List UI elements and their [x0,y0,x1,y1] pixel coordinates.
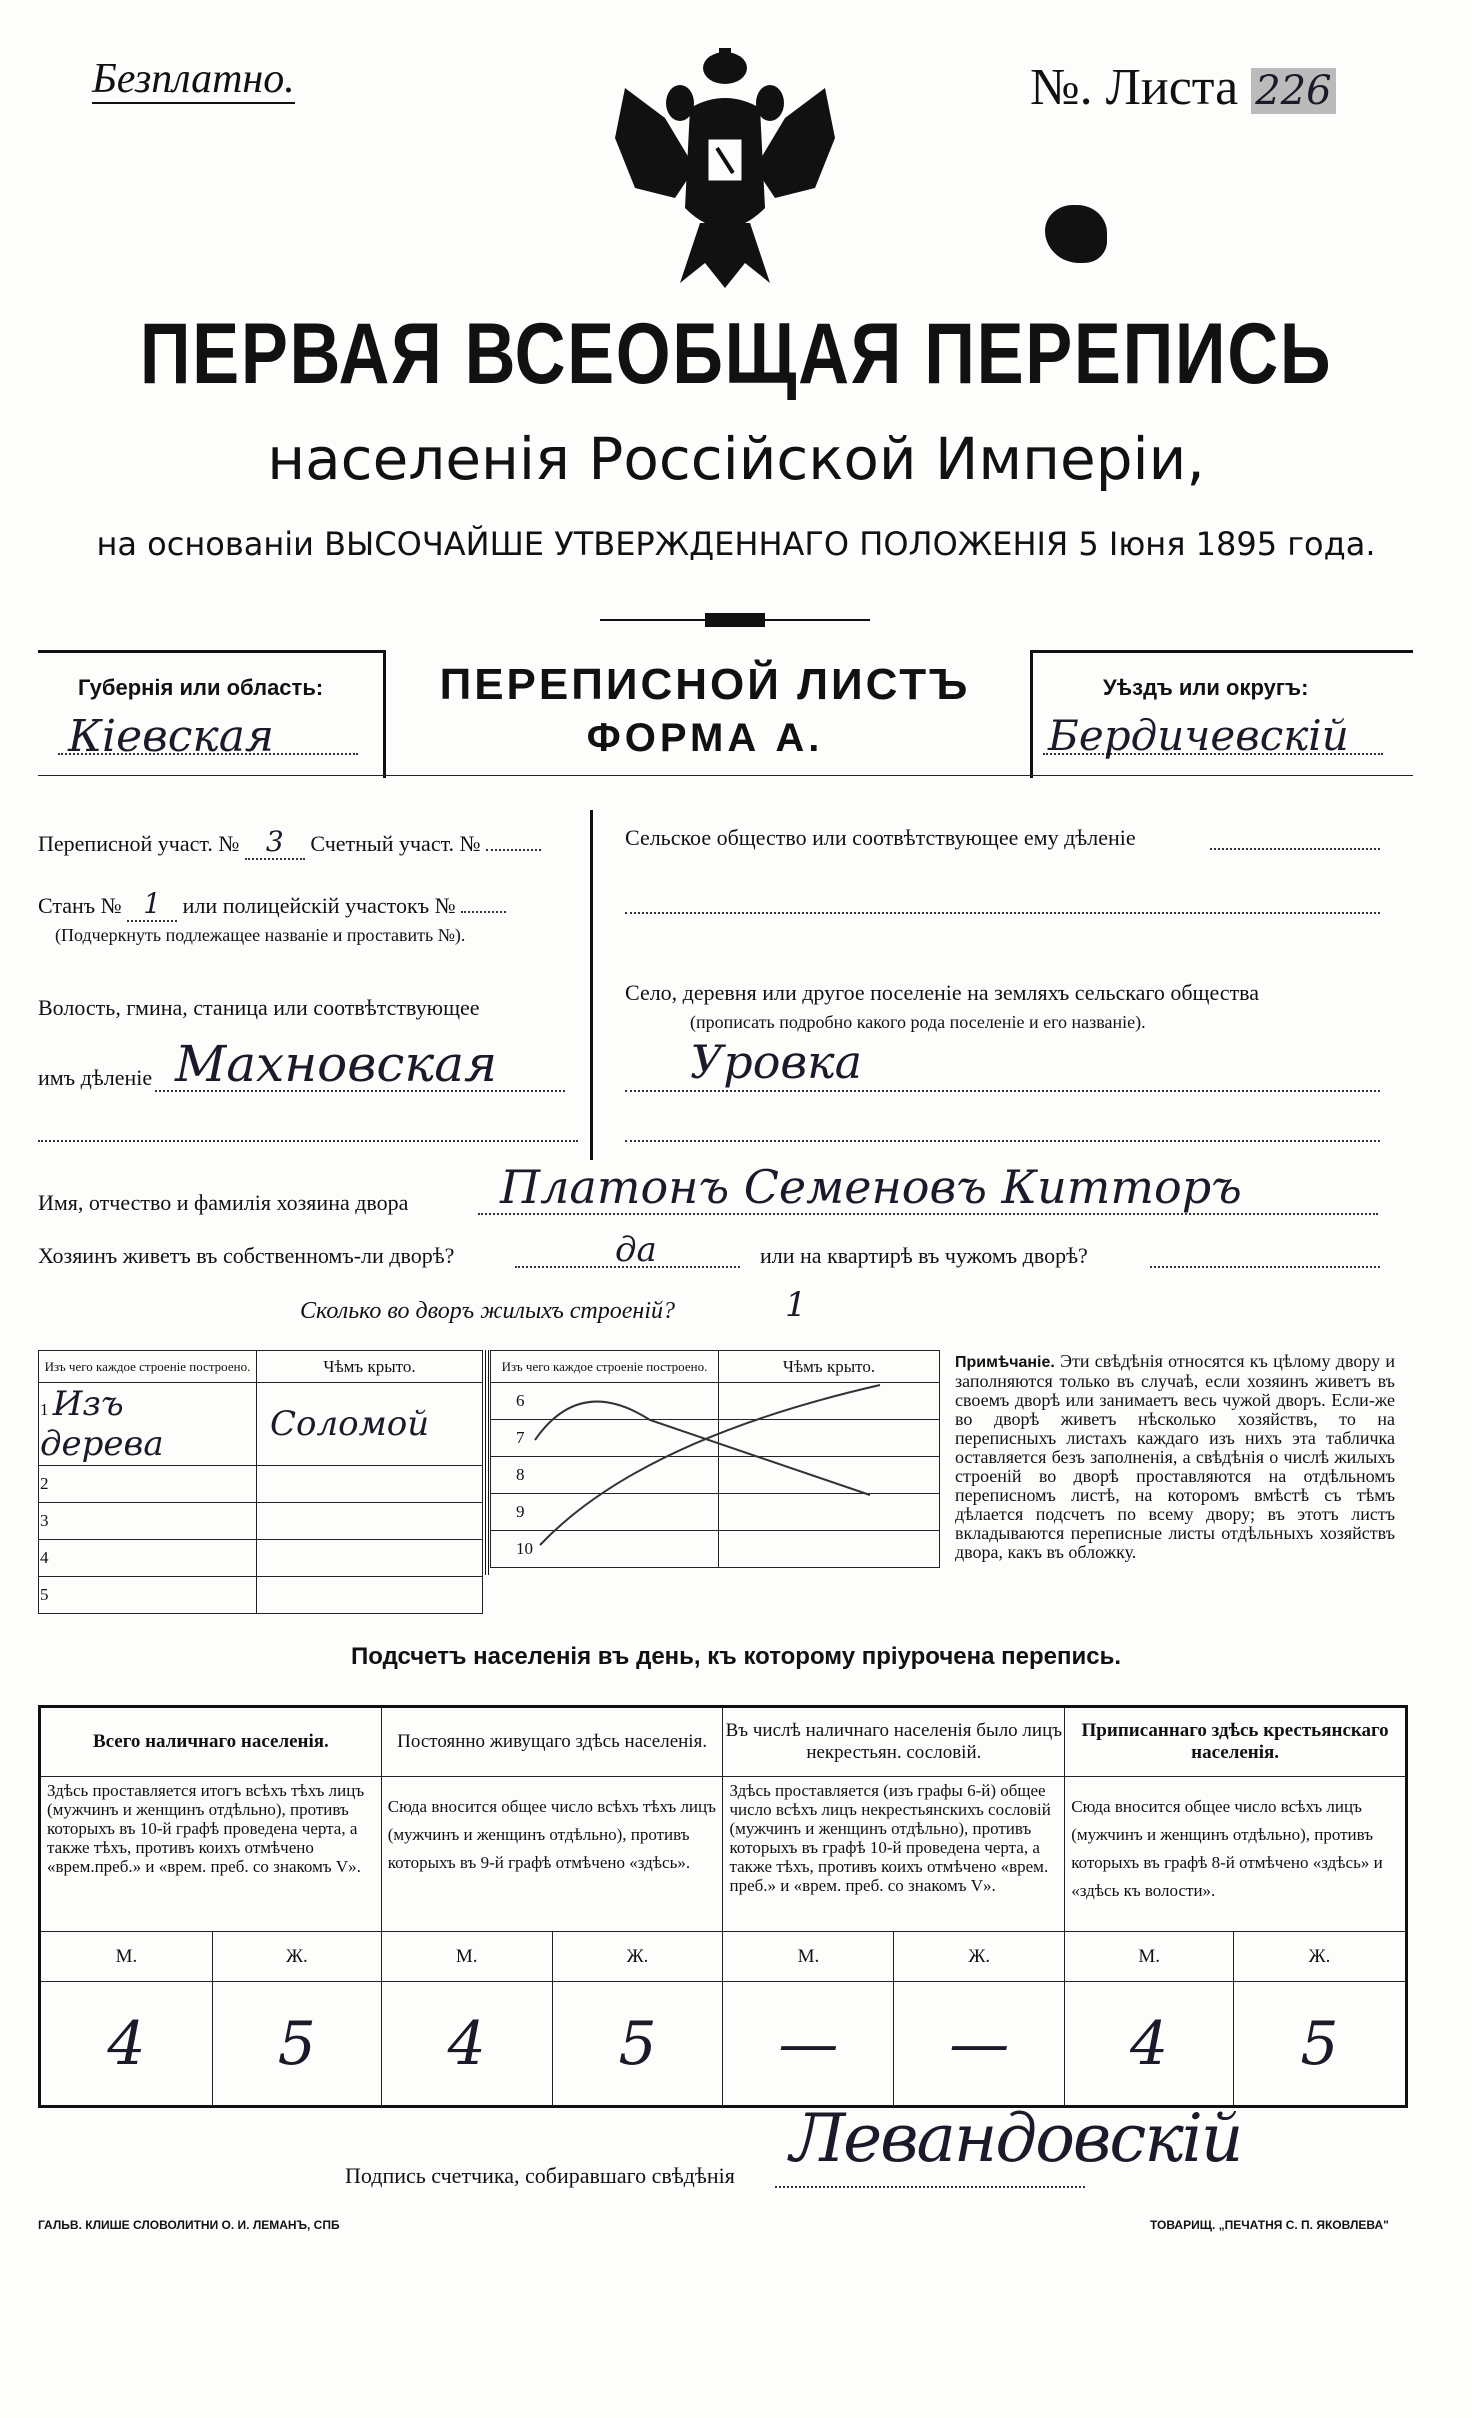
uezd-label: Уѣздъ или округъ: [1103,675,1309,700]
census-district-row: Переписной участ. № 3 Счетный участ. № [38,825,541,860]
sheet-number-label: №. Листа [1030,59,1239,116]
sheet-number [1030,58,1336,117]
owner-lives-label: Хозяинъ живетъ въ собственномъ-ли дворѣ? [38,1243,455,1268]
count-col1-desc: Здѣсь проставляется итогъ всѣхъ тѣхъ лицъ (мужчинъ и женщинъ отдѣльно), противъ которыхъ въ 10-й графѣ проведена черта, а также тѣхъ, противъ коихъ отмѣчено «врем.преб.» и «врем. преб. со знакомъ V». [40,1777,382,1932]
count-col2-m: 4 [381,1982,552,2107]
count-col2-f: 5 [552,1982,723,2107]
guberniya-box [38,650,386,778]
row1-material: Изъ дерева [40,1384,164,1464]
form-title-box [390,650,1020,775]
underline-note: (Подчеркнуть подлежащее названіе и проставить №). [55,925,466,945]
count-col1-m: 4 [40,1982,213,2107]
page-title: ПЕРВАЯ ВСЕОБЩАЯ ПЕРЕПИСЬ [139,306,1333,402]
coat-of-arms-icon [605,48,845,288]
buildings-table-right: Изъ чего каждое строеніе построено. Чѣмъ крыто. 6 7 8 9 10 [490,1350,940,1568]
count-col3-m: — [723,1982,894,2107]
sheet-number-value: 226 [1251,68,1335,114]
signature-label: Подпись счетчика, собиравшаго свѣдѣнія [345,2163,735,2188]
village-value: Уровка [690,1035,863,1089]
count-col3-f: — [894,1982,1065,2107]
census-district-value: 3 [245,825,305,860]
count-table: Всего наличнаго населенія. Постоянно живущаго здѣсь населенія. Въ числѣ наличнаго населенія было лицъ некрестьян. сословій. Приписаннаго здѣсь крестьянскаго населенія. Здѣсь проставляется итогъ всѣхъ тѣхъ лицъ (мужчинъ и женщинъ отдѣльно), противъ которыхъ въ 10-й графѣ проведена черта, а также тѣхъ, противъ коихъ отмѣчено «врем.преб.» и «врем. преб. со знакомъ V». Сюда вносится общее число всѣхъ тѣхъ лицъ (мужчинъ и женщинъ отдѣльно), противъ которыхъ въ 9-й графѣ отмѣчено «здѣсь». Здѣсь проставляется (изъ графы 6-й) общее число всѣхъ лицъ некрестьянскихъ сословій (мужчинъ и женщинъ отдѣльно), противъ которыхъ въ графѣ 10-й проведена черта, а также тѣхъ, противъ коихъ отмѣчено «врем. преб.» и «врем. преб. со знакомъ V». Сюда вносится общее число всѣхъ лицъ (мужчинъ и женщинъ отдѣльно), противъ которыхъ въ графѣ 8-й отмѣчено «здѣсь» и «здѣсь къ волости». М. Ж. М. Ж. М. Ж. М. Ж. 4 5 4 5 — — 4 5 [38,1705,1408,2108]
count-col3-desc: Здѣсь проставляется (изъ графы 6-й) общее число всѣхъ лицъ некрестьянскихъ сословій (мужчинъ и женщинъ отдѣльно), противъ которыхъ въ графѣ 10-й проведена черта, а также тѣхъ, противъ коихъ отмѣчено «врем. преб.» и «врем. преб. со знакомъ V». [723,1777,1065,1932]
volost-label-2: имъ дѣленіе [38,1065,153,1090]
count-col1-f: 5 [212,1982,381,2107]
col-roof-header: Чѣмъ крыто. [257,1351,483,1383]
count-heading: Подсчетъ населенія въ день, къ которому пріурочена перепись. [351,1643,1121,1670]
count-col3-title: Въ числѣ наличнаго населенія было лицъ некрестьян. сословій. [723,1707,1065,1777]
buildings-label: Сколько во дворъ жилыхъ строеній? [300,1298,675,1324]
count-col4-title: Приписаннаго здѣсь крестьянскаго населенія. [1065,1707,1407,1777]
count-col4-m: 4 [1065,1982,1234,2107]
free-label: Безплатно. [92,56,295,102]
volost-label-1: Волость, гмина, станица или соотвѣтствующее [38,995,480,1020]
ornament-divider [600,610,870,630]
row1-roof: Соломой [270,1404,430,1444]
count-col4-desc: Сюда вносится общее число всѣхъ лицъ (мужчинъ и женщинъ отдѣльно), противъ которыхъ въ графѣ 8-й отмѣчено «здѣсь» и «здѣсь къ волости». [1065,1777,1407,1932]
village-note: (прописать подробно какого рода поселеніе и его названіе). [690,1012,1146,1032]
society-label: Сельское общество или соотвѣтствующее ему дѣленіе [625,825,1136,850]
owner-or-label: или на квартирѣ въ чужомъ дворѣ? [760,1243,1088,1268]
note-text: Эти свѣдѣнія относятся къ цѣлому двору и заполняются только въ случаѣ, если хозяинъ живетъ въ своемъ дворѣ или занимаетъ весь чужой дворъ. Если-же во дворѣ живетъ нѣсколько хозяйствъ, то на переписныхъ листахъ каждаго изъ нихъ эта табличка оставляется безъ заполненія, а свѣдѣнія о числѣ жилыхъ строеній во дворѣ проставляются на отдѣльномъ переписномъ листѣ, на которомъ вмѣстѣ съ тѣмъ дѣлается подсчетъ по всему двору; въ этотъ листъ вкладываются переписные листы отдѣльныхъ хозяйствъ двора, какъ въ обложку. [955,1351,1395,1562]
col-material-header: Изъ чего каждое строеніе построено. [39,1351,257,1383]
guberniya-value: Кіевская [68,711,275,762]
form-subtitle: ФОРМА А. [586,716,824,760]
count-col4-f: 5 [1234,1982,1407,2107]
form-title: ПЕРЕПИСНОЙ ЛИСТЪ [439,660,971,709]
footer-right: ТОВАРИЩ. „ПЕЧАТНЯ С. П. ЯКОВЛЕВА" [1150,2218,1389,2232]
guberniya-label: Губернія или область: [78,675,324,700]
owner-name-label: Имя, отчество и фамилія хозяина двора [38,1190,409,1215]
uezd-value: Бердичевскій [1048,711,1349,760]
buildings-value: 1 [785,1285,807,1325]
note-block [955,1352,1395,1562]
uezd-box [1030,650,1413,778]
count-col2-title: Постоянно живущаго здѣсь населенія. [381,1707,723,1777]
stan-value: 1 [127,887,177,922]
owner-lives-value: да [615,1230,657,1270]
village-label: Село, деревня или другое поселеніе на земляхъ сельскаго общества [625,980,1260,1005]
note-title: Примѣчаніе. [955,1354,1055,1371]
signature-value: Левандовскій [790,2100,1242,2177]
strike-through-lines [490,1380,940,1580]
count-col1-title: Всего наличнаго населенія. [40,1707,382,1777]
page-basis: на основаніи ВЫСОЧАЙШЕ УТВЕРЖДЕННАГО ПОЛОЖЕНІЯ 5 Іюня 1895 года. [96,525,1376,563]
buildings-table-left: Изъ чего каждое строеніе построено. Чѣмъ крыто. 1 Изъ дерева Соломой 2 3 4 5 [38,1350,483,1614]
stan-row: Станъ № 1 или полицейскій участокъ № [38,887,506,922]
owner-name-value: Платонъ Семеновъ Китторъ [500,1160,1242,1214]
volost-value: Махновская [175,1035,498,1093]
ink-blot [1045,205,1107,263]
page-subtitle: населенія Россійской Имперіи, [267,425,1205,493]
count-col2-desc: Сюда вносится общее число всѣхъ тѣхъ лицъ (мужчинъ и женщинъ отдѣльно), противъ которыхъ въ 9-й графѣ отмѣчено «здѣсь». [381,1777,723,1932]
footer-left: ГАЛЬВ. КЛИШЕ СЛОВОЛИТНИ О. И. ЛЕМАНЪ, СПБ [38,2218,340,2232]
